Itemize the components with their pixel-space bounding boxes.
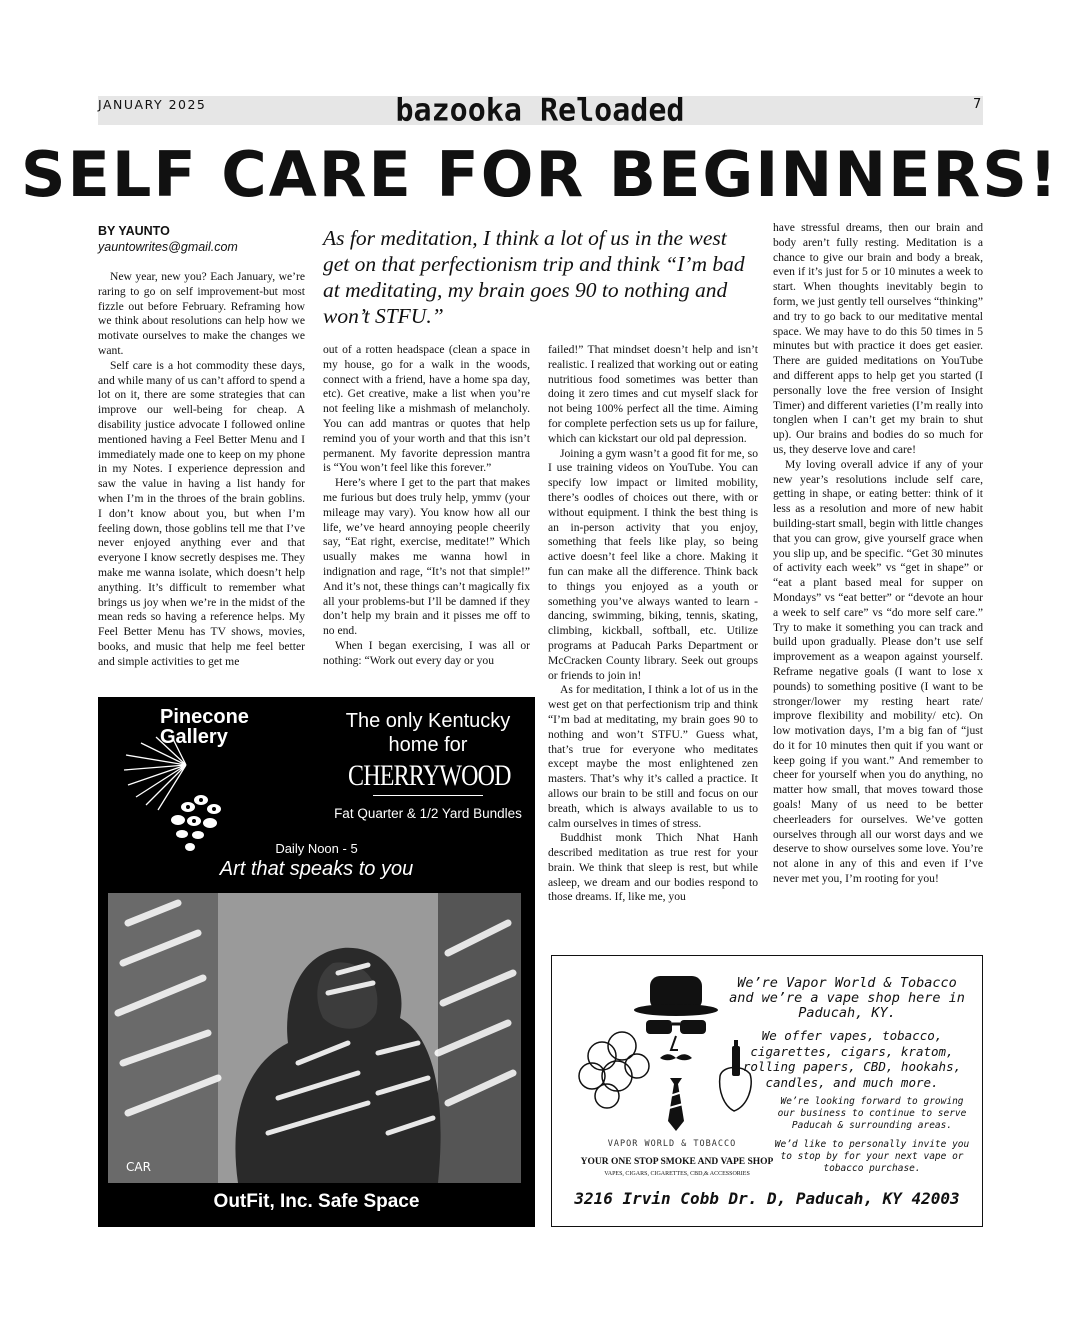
- cherrywood-brand: CHERRYWOOD: [348, 759, 511, 792]
- vape-looking-forward: We’re looking forward to growing our business to continue to serve Paducah & surrounding areas.: [777, 1096, 967, 1131]
- page-number: 7: [973, 97, 982, 112]
- vape-slogan: YOUR ONE STOP SMOKE AND VAPE SHOP: [580, 1157, 774, 1167]
- vape-invite: We’d like to personally invite you to stop by for your next vape or tobacco purchase.: [774, 1139, 970, 1174]
- article-column-3: [548, 343, 758, 905]
- pinecone-logo-icon: [116, 735, 236, 855]
- vape-goods: VAPES, CIGARS, CIGARETTES, CBD,& ACCESSORIES: [604, 1171, 750, 1177]
- author-email[interactable]: yauntowrites@gmail.com: [98, 240, 238, 254]
- article-column-2: [323, 343, 530, 669]
- paragraph: have stressful dreams, then our brain and body aren’t fully resting. Meditation is a chance to give our brain and body a break, even if it’s just for 5 or 10 minutes a week to start. When thoughts inevitably begin to form, we just gently tell ourselves “thinking” and try to go back to our meditative mental space. We may have to do this 50 times in 5 minutes but with practice it does get easier. There are guided meditations on YouTube and different apps to help get you started (I personally love the free version of Insight Timer) and different varieties (I’m really into tonglen when I can’t get my brain to shut up). Our brains and bodies do so much for us, they deserve love and care!: [773, 221, 983, 456]
- paragraph: Buddhist monk Thich Nhat Hanh described meditation as true rest for your brain. We think that sleep is rest, but while asleep, we dream and our bodies respond to those dreams. If, like me, you: [548, 831, 758, 904]
- vape-shop-name: VAPOR WORLD & TOBACCO: [607, 1139, 737, 1149]
- brand-underline: [373, 795, 483, 796]
- vape-shop-advertisement: [551, 955, 983, 1227]
- vape-address: 3216 Irvin Cobb Dr. D, Paducah, KY 42003: [574, 1189, 960, 1208]
- pull-quote: As for meditation, I think a lot of us in the west get on that perfectionism trip and think “I’m bad at meditating, my brain goes 90 to nothing and won’t STFU.”: [323, 226, 745, 328]
- paragraph: Self care is a hot commodity these days, and while many of us can’t afford to spend a lot on it, there are some strategies that can improve our well-being for cheap. A disability justice advocate I followed online mentioned having a Feel Better Menu and I immediately made one to keep on my phone in my Notes. I experience depression and saw the value in having a list handy for when I’m in the throes of the brain goblins. I don’t know about you, but when I’m feeling down, those goblins tell me that I’ve never enjoyed anything ever and that everyone I know secretly despises me. They make me wanna isolate, which doesn’t help anything. It’s difficult to remember what brings us joy when we’re in the midst of the mean reds so having a reference helps. My Feel Better Menu has TV shows, movies, books, and music that help me feel better and simple activities to get me: [98, 358, 305, 668]
- article-byline: BY YAUNTO: [98, 224, 170, 238]
- article-column-1: [98, 270, 305, 670]
- paragraph: When I began exercising, I was all or nothing: “Work out every day or you: [323, 638, 530, 667]
- article-headline: SELF CARE FOR BEGINNERS!: [20, 138, 1060, 211]
- paragraph: Here’s where I get to the part that makes me furious but does truly help, ymmv (your mileage may vary). You know how all our life, we’ve heard annoying people cheerily say, “Eat right, exercise, meditate!” Which usually makes me wanna howl in indignation and rage, “It’s not that simple!” And it’s not, these things can’t magically fix all your problems-but I’ll be damned if they don’t help my brain and it pisses me off to no end.: [323, 476, 530, 638]
- issue-date: JANUARY 2025: [98, 97, 207, 112]
- paragraph: out of a rotten headspace (clean a space in my house, go for a walk in the woods, connect with a friend, have a home spa day, etc). Get creative, make a list when you’re not feeling like a mishmash of melancholy. You can add mantras or quotes that help remind you of your worth and that this isn’t permanent. My favorite depression mantra is “You won’t feel like this forever.”: [323, 343, 530, 475]
- paragraph: Joining a gym wasn’t a good fit for me, so I use training videos on YouTube. You can specify low impact or limited mobility, there’s oodles of choices out there, with or without equipment. I think the best thing is an in-person activity that you enjoy, something that feels like play, so being active doesn’t feel like a chore. Making it fun can make all the difference. Think back to things you enjoyed as a youth or something you’ve always wanted to learn - dancing, swimming, biking, tennis, skating, climbing, kickball, softball, etc. Utilize programs at Paducah Parks Department or McCracken County library. Seek out groups or friends to join in!: [548, 446, 758, 682]
- bundles-text: Fat Quarter & 1/2 Yard Bundles: [334, 806, 522, 821]
- artist-signature: CAR: [126, 1160, 151, 1174]
- paragraph: New year, new you? Each January, we’re raring to go on self improvement-but most fizzle out before February. Reframing how we think about resolutions can help how we motivate ourselves to make the changes we want.: [98, 270, 305, 357]
- masthead-title: bazooka Reloaded: [395, 92, 685, 129]
- paragraph: failed!” That mindset doesn’t help and isn’t realistic. I realized that working out or eating nutritious food sometimes was better than doing it zero times and cut myself slack for not being 100% perfect all the time. Aiming for complete perfection sets us up for failure, which can kickstart our old pal depression.: [548, 343, 758, 445]
- gallery-footer: OutFit, Inc. Safe Space: [213, 1191, 420, 1212]
- paragraph: As for meditation, I think a lot of us in the west get on that perfectionism trip and think “I’m bad at meditating, my brain goes 90 to nothing and won’t STFU.” Guess what, that’s true for everyone who meditates except maybe the most enlightened zen masters. That’s why it’s called a practice. It allows our brain to be still and focus on our breath, which is always available to us to calm ourselves in times of stress.: [548, 683, 758, 830]
- paragraph: My loving overall advice if any of your new year’s resolutions include self care, getting in shape, or eating better: think of it less as a resolution and more of new habit building-start small, begin with little changes that you can grow, give yourself grace when you slip up, and be specific. “Get 30 minutes of activity each week” vs “get in shape” or “eat a plant based meal for supper on Mondays” vs “eat better” or “devote an hour a week to self care” vs “do more self care.” Try to make it something you can track and build upon gradually. Please don’t use self improvement as a weapon against yourself. Reframe negative goals (I want to lose x pounds) to something positive (I want to be stronger/lower my resting heart rate/ improve flexibility and mobility/ etc). On low motivation days, I’m a big fan of “just do it for 10 minutes then quit if you want or keep going if you want.” And remember to cheer for yourself when you do anything, no matter how small, that moves toward those goals! Many of us need to be better cheerleaders for ourselves. We’ve gotten ourselves through all our worst days and we deserve to show ourselves some love. You’re not alone in any of this and even if I’ve never met you, I’m rooting for you!: [773, 457, 983, 886]
- gallery-advertisement: [98, 697, 535, 1227]
- painting-artwork: [108, 893, 521, 1183]
- only-kentucky-text: The only Kentucky home for: [345, 710, 511, 756]
- vape-headline: We’re Vapor World & Tobacco and we’re a vape shop here in Paducah, KY.: [729, 975, 965, 1021]
- gallery-name: Pinecone Gallery: [160, 706, 249, 748]
- gallery-tagline: Art that speaks to you: [219, 858, 414, 880]
- article-column-4: [773, 221, 983, 887]
- gallery-hours: Daily Noon - 5: [275, 841, 358, 856]
- vape-offer: We offer vapes, tobacco, cigarettes, cigars, kratom, rolling papers, CBD, hookahs, candles, and much more.: [742, 1028, 962, 1090]
